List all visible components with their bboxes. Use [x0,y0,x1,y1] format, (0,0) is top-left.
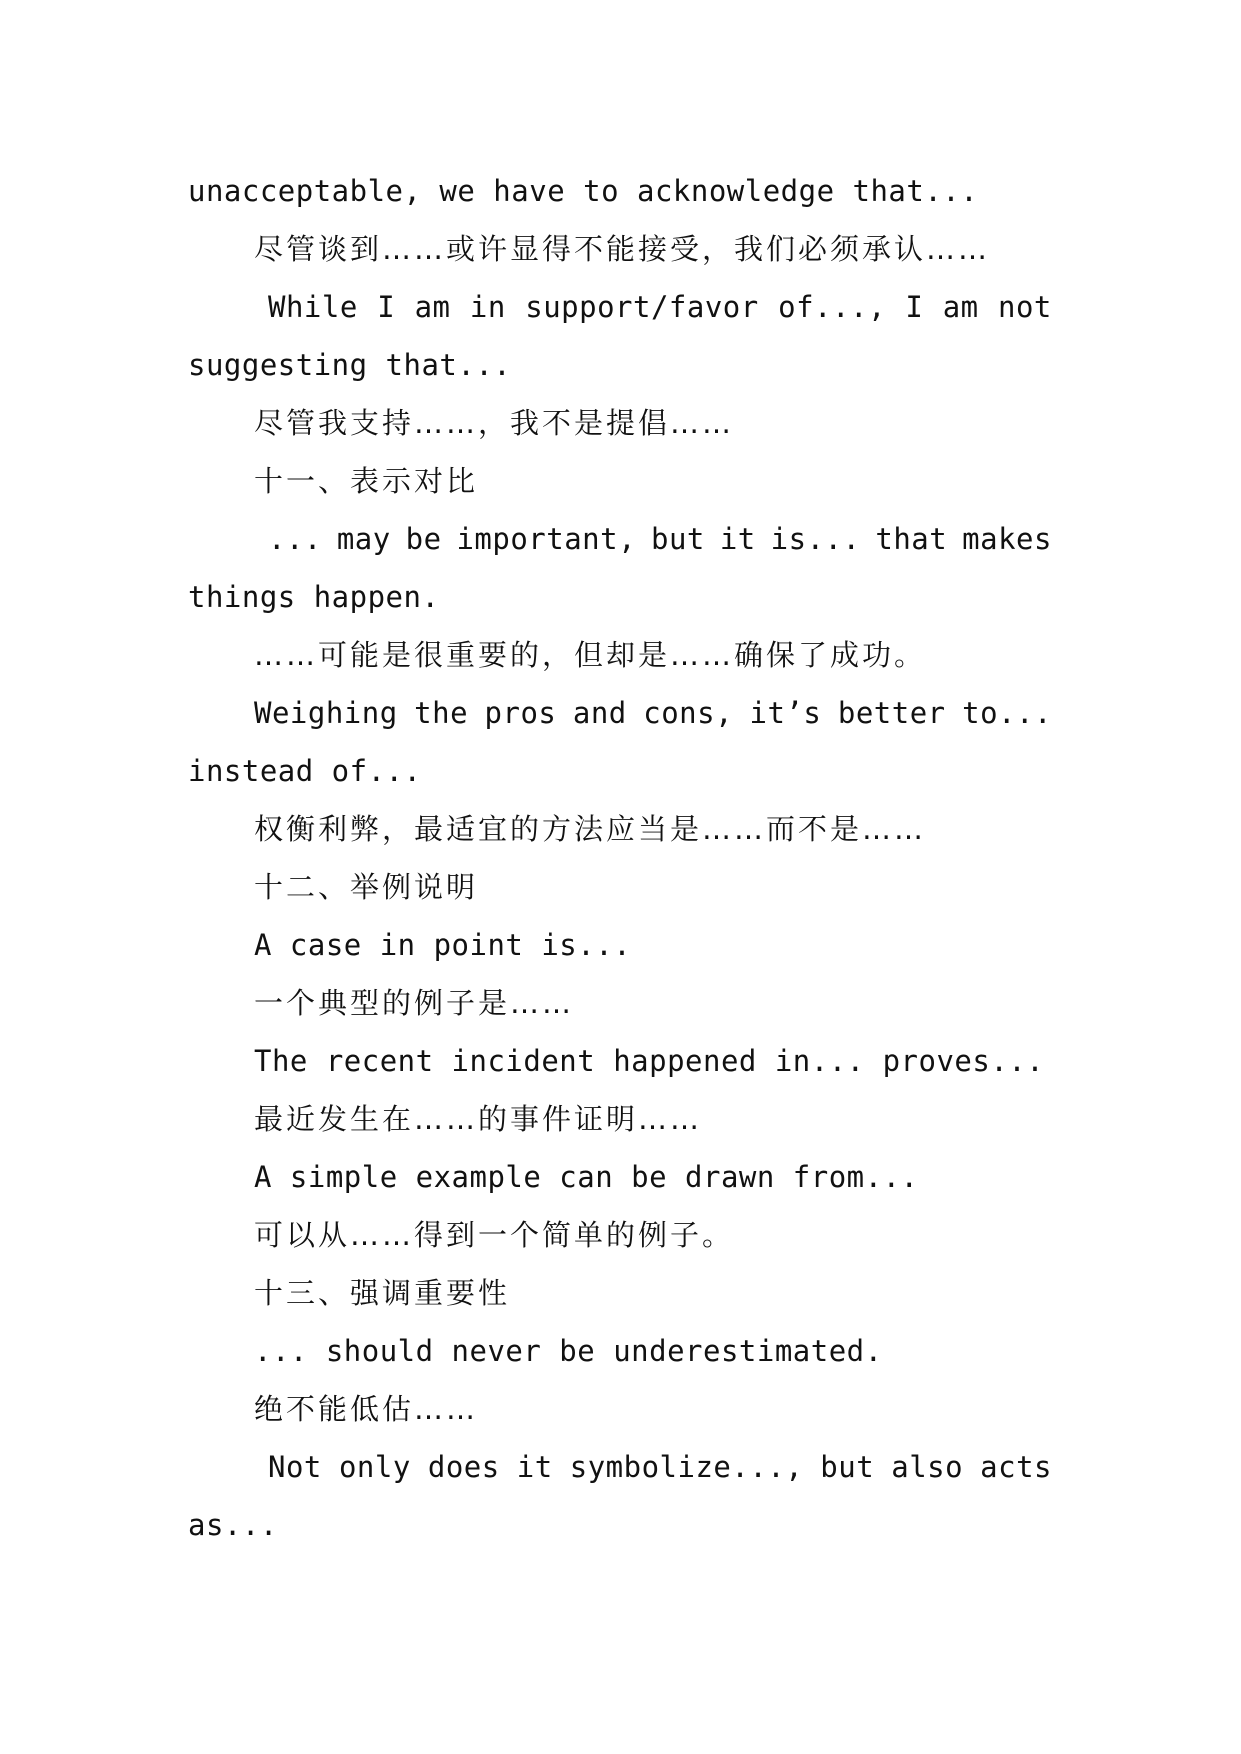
word: While [268,290,358,324]
word: acts [980,1450,1052,1484]
text-line: 尽管谈到……或许显得不能接受，我们必须承认…… [254,232,991,266]
word: is... [770,522,861,556]
justified-line [188,1438,1052,1496]
word: makes [962,522,1052,556]
word: ... [268,522,322,556]
justified-line [188,684,1052,742]
text-line: The recent incident happened in... proves... [254,1044,1045,1078]
word: it’s [749,696,822,730]
section-heading: 十一、表示对比 [254,464,479,498]
word: be [405,522,442,556]
word: that [875,522,948,556]
text-line: unacceptable, we have to acknowledge that... [188,174,979,208]
text-line: 绝不能低估…… [254,1392,479,1426]
text-line: things happen. [188,580,440,614]
word: Not [268,1450,322,1484]
section-heading: 十二、举例说明 [254,870,479,904]
word: it [719,522,756,556]
text-line: instead of... [188,754,422,788]
section-heading: 十三、强调重要性 [254,1276,511,1310]
word: not [998,290,1052,324]
word: but [651,522,705,556]
word: only [338,1450,411,1484]
word: Weighing [254,696,398,730]
text-line: ... should never be underestimated. [254,1334,883,1368]
document-body [188,162,1052,1554]
word: to... [962,696,1052,730]
text-line: 一个典型的例子是…… [254,986,575,1020]
justified-line [188,278,1052,336]
text-line: 权衡利弊，最适宜的方法应当是……而不是…… [254,812,927,846]
word: in [469,290,506,324]
word: but [820,1450,875,1484]
word: I [905,290,924,324]
text-line: as... [188,1508,278,1542]
text-line: A case in point is... [254,928,632,962]
text-line: ……可能是很重要的，但却是……确保了成功。 [254,638,927,672]
text-line: A simple example can be drawn from... [254,1160,919,1194]
justified-line [188,510,1052,568]
word: may [336,522,391,556]
text-line: suggesting that... [188,348,512,382]
word: am [942,290,979,324]
word: I [377,290,396,324]
word: important, [456,522,637,556]
word: of..., [778,290,886,324]
word: also [891,1450,964,1484]
word: support/favor [525,290,759,324]
word: better [837,696,946,730]
word: cons, [643,696,734,730]
text-line: 最近发生在……的事件证明…… [254,1102,703,1136]
text-line: 可以从……得到一个简单的例子。 [254,1218,735,1252]
word: the [414,696,469,730]
word: and [572,696,627,730]
word: it [516,1450,553,1484]
word: symbolize..., [569,1450,804,1484]
word: does [427,1450,500,1484]
word: pros [484,696,557,730]
word: am [414,290,451,324]
text-line: 尽管我支持……，我不是提倡…… [254,406,735,440]
